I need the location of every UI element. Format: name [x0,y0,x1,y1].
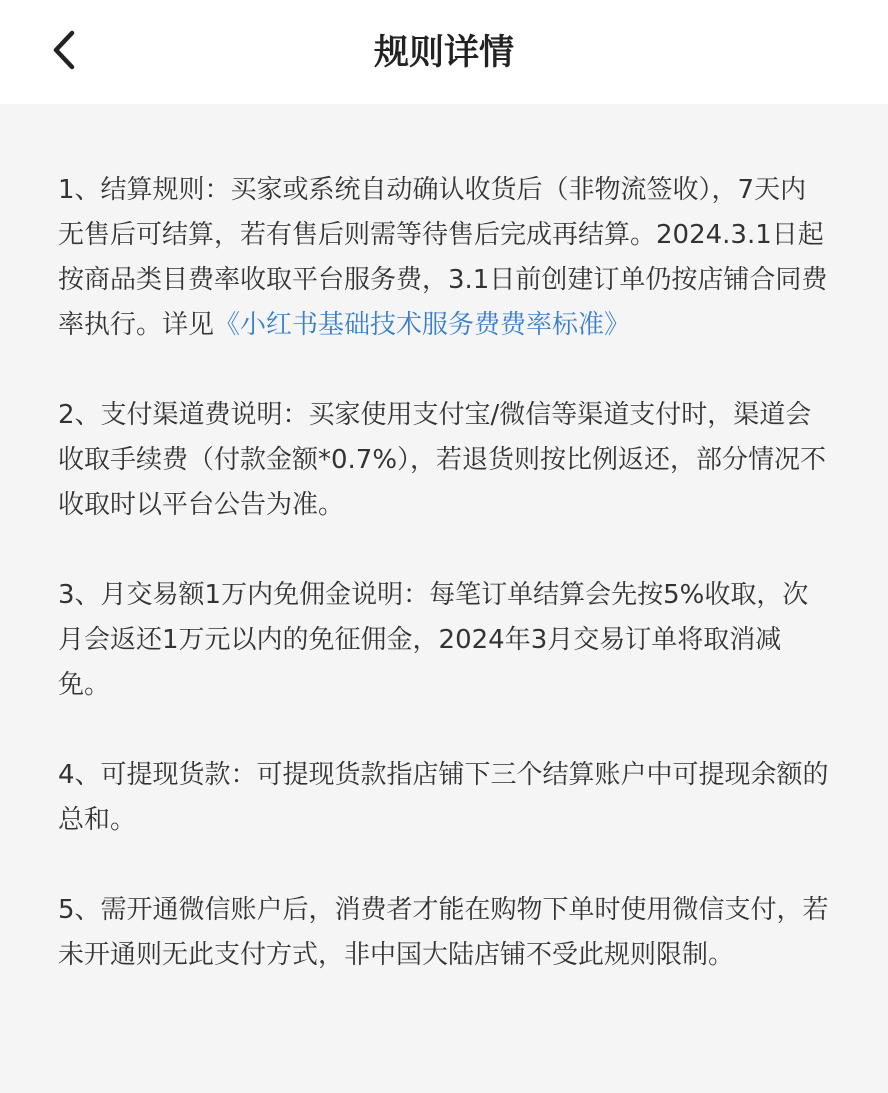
rule-item-withdrawable-funds [58,753,830,843]
rule-text: 4、可提现货款：可提现货款指店铺下三个结算账户中可提现余额的总和。 [58,760,829,835]
rule-text: 1、结算规则：买家或系统自动确认收货后（非物流签收），7天内无售后可结算，若有售后则需等待售后完成再结算。2024.3.1日起按商品类目费率收取平台服务费，3.1日前创建订单仍按店铺合同费率执行。详见 [58,175,828,340]
rule-item-settlement [58,104,830,348]
rule-item-wechat-account [58,888,830,978]
fee-standard-link[interactable]: 《小红书基础技术服务费费率标准》 [214,310,631,340]
rules-content [0,104,888,978]
rule-item-payment-channel-fee [58,393,830,528]
rule-text: 5、需开通微信账户后，消费者才能在购物下单时使用微信支付，若未开通则无此支付方式，非中国大陆店铺不受此规则限制。 [58,895,829,970]
rule-text: 2、支付渠道费说明：买家使用支付宝/微信等渠道支付时，渠道会收取手续费（付款金额*0.7%），若退货则按比例返还，部分情况不收取时以平台公告为准。 [58,400,827,520]
rule-item-commission-waiver [58,573,830,708]
top-nav-bar [0,0,888,104]
page-title: 规则详情 [373,33,514,73]
rule-text: 3、月交易额1万内免佣金说明：每笔订单结算会先按5%收取，次月会返还1万元以内的免征佣金，2024年3月交易订单将取消减免。 [58,580,809,700]
